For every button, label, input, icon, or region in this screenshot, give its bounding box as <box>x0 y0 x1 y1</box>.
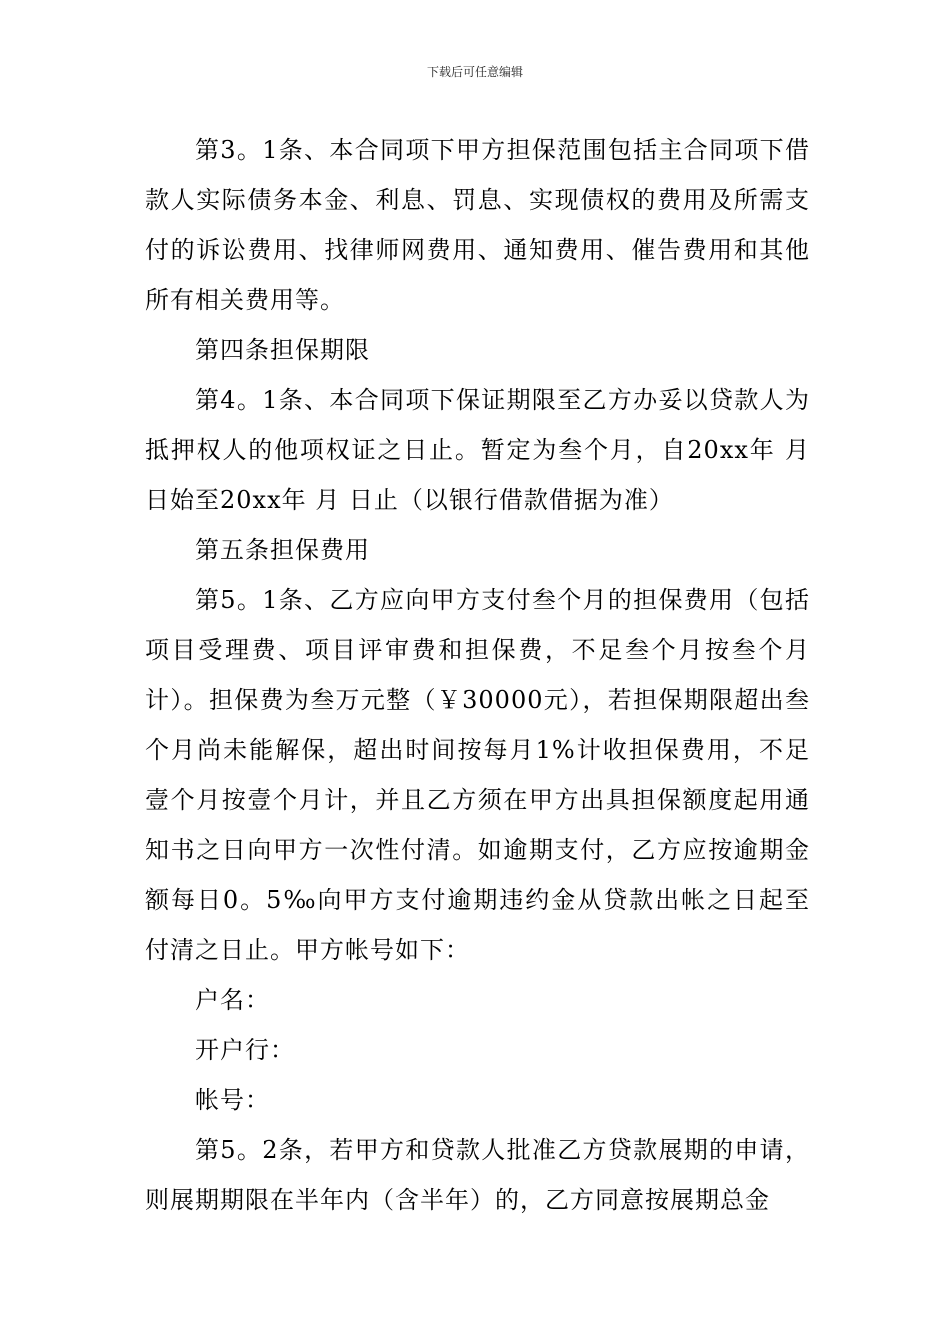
document-body <box>145 125 810 1225</box>
article-4-heading: 第四条担保期限 <box>195 336 370 364</box>
account-name-line: 户名： <box>195 986 270 1014</box>
page-header-note: 下载后可任意编辑 <box>426 65 523 79</box>
clause-5-2-paragraph: 第5。2条，若甲方和贷款人批准乙方贷款展期的申请，则展期期限在半年内（含半年）的，乙方同意按展期总金 <box>145 1136 810 1214</box>
article-5-heading: 第五条担保费用 <box>195 536 370 564</box>
bank-line: 开户行： <box>195 1036 295 1064</box>
account-number-line: 帐号： <box>195 1086 270 1114</box>
clause-5-1-paragraph: 第5。1条、乙方应向甲方支付叁个月的担保费用（包括项目受理费、项目评审费和担保费，不足叁个月按叁个月计）。担保费为叁万元整（￥30000元），若担保期限超出叁个月尚未能解保，超出时间按每月1%计收担保费用，不足壹个月按壹个月计，并且乙方须在甲方出具担保额度起用通知书之日向甲方一次性付清。如逾期支付，乙方应按逾期金额每日0。5‰向甲方支付逾期违约金从贷款出帐之日起至付清之日止。甲方帐号如下： <box>145 586 810 964</box>
clause-3-1-paragraph: 第3。1条、本合同项下甲方担保范围包括主合同项下借款人实际债务本金、利息、罚息、实现债权的费用及所需支付的诉讼费用、找律师网费用、通知费用、催告费用和其他所有相关费用等。 <box>145 136 810 314</box>
clause-4-1-paragraph: 第4。1条、本合同项下保证期限至乙方办妥以贷款人为抵押权人的他项权证之日止。暂定为叁个月，自20xx年 月 日始至20xx年 月 日止（以银行借款借据为准） <box>145 386 810 514</box>
